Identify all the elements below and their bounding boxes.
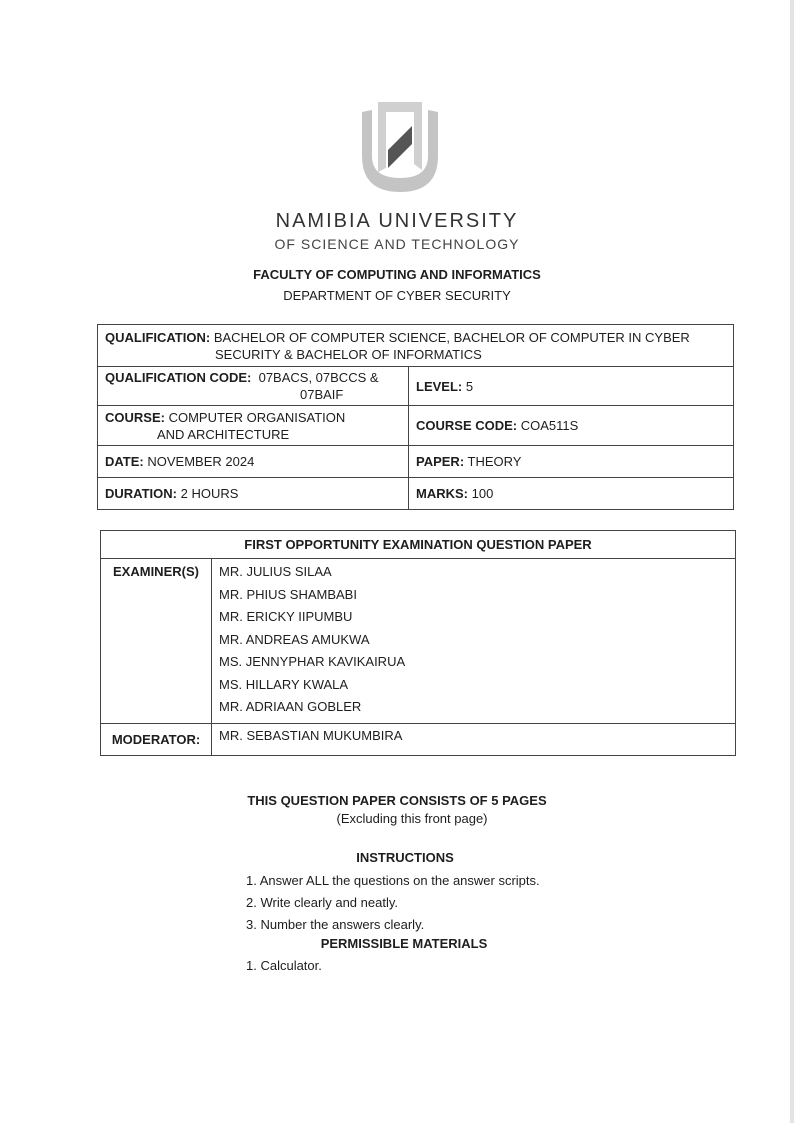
faculty: FACULTY OF COMPUTING AND INFORMATICS [253, 267, 541, 282]
examiner: MS. HILLARY KWALA [219, 676, 349, 692]
department: DEPARTMENT OF CYBER SECURITY [283, 288, 511, 303]
instructions-list [246, 870, 540, 936]
moderator: MR. SEBASTIAN MUKUMBIRA [212, 723, 736, 755]
examiner: MS. JENNYPHAR KAVIKAIRUA [219, 654, 406, 669]
label: QUALIFICATION CODE: [105, 370, 252, 385]
qualification-code-cell [98, 367, 409, 406]
examiner: MR. ERICKY IIPUMBU [219, 609, 353, 624]
course-code-cell [409, 406, 734, 446]
instruction-item: 1. Answer ALL the questions on the answer scripts. [246, 873, 540, 888]
label: QUALIFICATION: [105, 329, 211, 345]
value: 07BACS, 07BCCS & [258, 370, 379, 385]
university-subtitle: OF SCIENCE AND TECHNOLOGY [274, 236, 520, 252]
examiners-table [100, 530, 736, 756]
pages-sub: (Excluding this front page) [336, 811, 488, 826]
value: COMPUTER ORGANISATION [168, 409, 346, 425]
instruction-item: 3. Number the answers clearly. [246, 917, 425, 932]
material-item: 1. Calculator. [246, 958, 322, 973]
value: 100 [471, 486, 494, 501]
value: 07BAIF [300, 387, 344, 402]
date-cell [98, 446, 409, 478]
duration-cell [98, 478, 409, 510]
exam-title: FIRST OPPORTUNITY EXAMINATION QUESTION PAPER [101, 531, 736, 559]
label: DATE: [105, 454, 144, 469]
materials-title: PERMISSIBLE MATERIALS [320, 936, 488, 951]
label: COURSE: [105, 409, 165, 425]
examiner: MR. ADRIAAN GOBLER [219, 699, 362, 714]
label: LEVEL: [416, 378, 463, 394]
value: 5 [465, 378, 474, 394]
examiner: MR. JULIUS SILAA [219, 564, 332, 579]
university-name: NAMIBIA UNIVERSITY [275, 210, 519, 232]
course-cell [98, 406, 409, 446]
value: SECURITY & BACHELOR OF INFORMATICS [215, 346, 482, 362]
examiner: MR. ANDREAS AMUKWA [219, 631, 370, 647]
moderator-label: MODERATOR: [101, 723, 212, 755]
instruction-item: 2. Write clearly and neatly. [246, 895, 398, 910]
label: PAPER: [416, 454, 465, 469]
marks-cell [409, 478, 734, 510]
instructions-title: INSTRUCTIONS [356, 850, 454, 865]
examiners-label: EXAMINER(S) [101, 559, 212, 724]
value: 2 HOURS [180, 486, 239, 501]
examiners-list [212, 559, 736, 724]
label: COURSE CODE: [416, 418, 518, 433]
level-cell [409, 367, 734, 406]
value: COA511S [520, 418, 579, 433]
pages-note: THIS QUESTION PAPER CONSISTS OF 5 PAGES [247, 793, 547, 808]
paper-cell [409, 446, 734, 478]
label: DURATION: [105, 486, 177, 501]
scan-edge [790, 0, 794, 1123]
label: MARKS: [416, 486, 468, 501]
examiner: MR. PHIUS SHAMBABI [219, 586, 357, 602]
value: NOVEMBER 2024 [147, 454, 255, 469]
value: AND ARCHITECTURE [157, 426, 290, 442]
qualification-cell [98, 325, 734, 367]
university-logo-icon [358, 98, 442, 194]
value: THEORY [467, 454, 522, 469]
value: BACHELOR OF COMPUTER SCIENCE, BACHELOR OF COMPUTER IN CYBER [213, 329, 690, 345]
course-details-table [97, 324, 734, 510]
